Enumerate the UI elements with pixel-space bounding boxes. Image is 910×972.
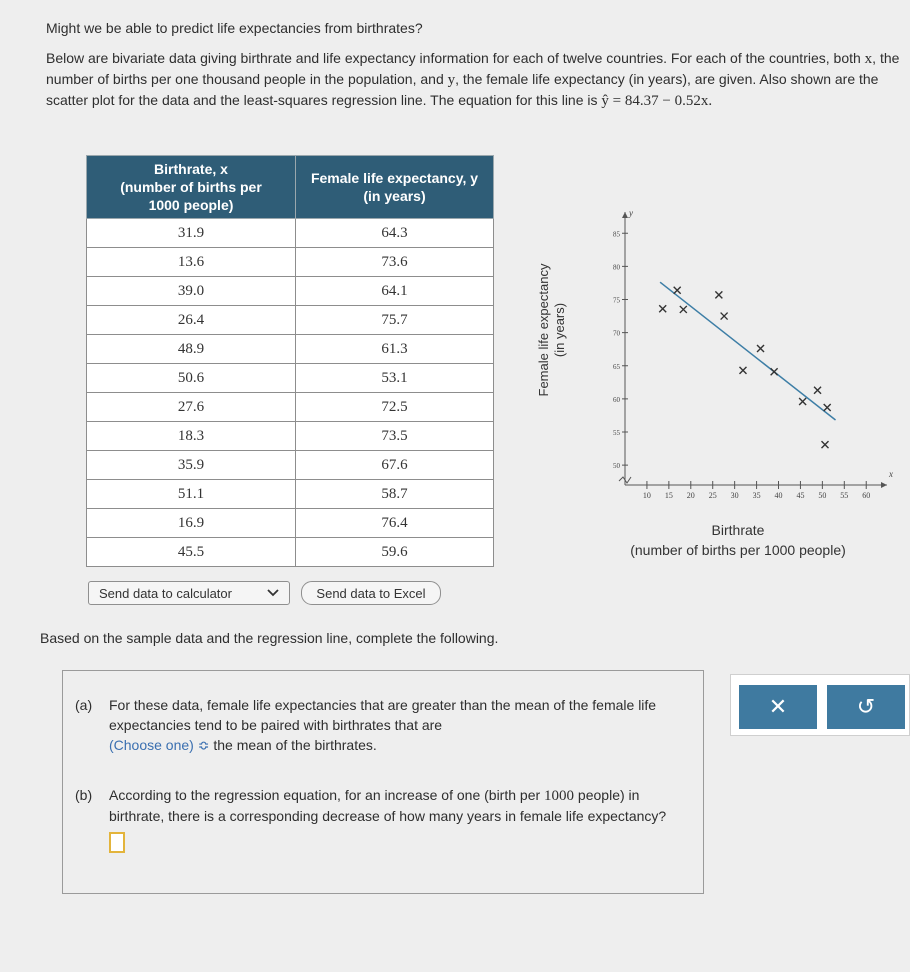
- table-row: [87, 248, 494, 277]
- y-tick-label: 65: [613, 362, 620, 371]
- data-point: [721, 313, 728, 320]
- data-point: [757, 345, 764, 352]
- y-tick-label: 75: [613, 296, 620, 305]
- col2-header-line1: Female life expectancy, y: [310, 170, 479, 186]
- y-axis-label-line1: Female life expectancy: [536, 263, 551, 397]
- birthrate-cell: 26.4: [87, 306, 296, 335]
- y-tick-label: 85: [613, 230, 620, 239]
- x-tick-label: 20: [686, 491, 695, 500]
- col1-header-line3: 1000 people): [148, 197, 234, 213]
- table-row: [87, 335, 494, 364]
- data-point: [680, 306, 687, 313]
- send-to-calculator-label: Send data to calculator: [99, 585, 232, 601]
- birthrate-cell: 18.3: [87, 422, 296, 451]
- y-axis-arrow: [622, 212, 628, 218]
- regression-line: [660, 282, 835, 420]
- data-point: [674, 287, 681, 294]
- x-tick-label: 25: [708, 491, 717, 500]
- question-intro: [46, 48, 906, 111]
- life-expectancy-cell: 72.5: [296, 393, 494, 422]
- col1-header-line2: (number of births per: [120, 179, 262, 195]
- col1-header-line1: Birthrate, x: [154, 161, 228, 177]
- data-point: [739, 367, 746, 374]
- part-a: [75, 695, 685, 755]
- question-title: Might we be able to predict life expectancies from birthrates?: [46, 20, 423, 36]
- undo-button[interactable]: [827, 685, 905, 729]
- regression-equation: ŷ = 84.37 − 0.52x.: [601, 93, 713, 109]
- life-expectancy-cell: 53.1: [296, 364, 494, 393]
- data-point: [814, 387, 821, 394]
- x-tick-label: 10: [642, 491, 651, 500]
- close-icon: ✕: [768, 694, 788, 719]
- table-row: [87, 480, 494, 509]
- y-axis-label-line2: (in years): [552, 302, 567, 358]
- birthrate-cell: 27.6: [87, 393, 296, 422]
- life-expectancy-cell: 73.5: [296, 422, 494, 451]
- part-a-text-end: the mean of the birthrates.: [209, 737, 377, 753]
- life-expectancy-cell: 64.3: [296, 219, 494, 248]
- x-axis-label-line1: Birthrate: [711, 522, 765, 538]
- undo-icon: ↺: [856, 694, 876, 719]
- birthrate-cell: 39.0: [87, 277, 296, 306]
- part-b: [75, 785, 675, 858]
- birthrate-cell: 13.6: [87, 248, 296, 277]
- x-tick-label: 35: [752, 491, 761, 500]
- birthrate-cell: 45.5: [87, 538, 296, 567]
- x-tick-label: 50: [818, 491, 827, 500]
- y-tick-label: 70: [613, 329, 620, 338]
- life-expectancy-cell: 64.1: [296, 277, 494, 306]
- life-expectancy-cell: 73.6: [296, 248, 494, 277]
- table-row: [87, 219, 494, 248]
- action-panel: [730, 674, 910, 736]
- intro-text-2: , the number of births per one thousand people in the population, and: [46, 50, 900, 87]
- part-a-text: For these data, female life expectancies that are greater than the mean of the female life expectancies tend to be paired with birthrates that are: [109, 697, 657, 733]
- x-tick-label: 15: [664, 491, 673, 500]
- table-row: [87, 422, 494, 451]
- data-table: [86, 155, 494, 567]
- birthrate-cell: 50.6: [87, 364, 296, 393]
- table-row: [87, 393, 494, 422]
- data-point: [822, 441, 829, 448]
- life-expectancy-cell: 67.6: [296, 451, 494, 480]
- part-b-text: According to the regression equation, for an increase of one (birth per: [109, 787, 545, 803]
- table-header-row: [87, 156, 494, 219]
- birthrate-cell: 16.9: [87, 509, 296, 538]
- birthrate-cell: 51.1: [87, 480, 296, 509]
- choose-one-dropdown[interactable]: (Choose one) ≎: [109, 737, 210, 753]
- data-point: [659, 305, 666, 312]
- data-point: [771, 368, 778, 375]
- life-expectancy-cell: 76.4: [296, 509, 494, 538]
- table-row: [87, 509, 494, 538]
- x-variable: x: [864, 51, 873, 67]
- x-tick-label: 40: [774, 491, 783, 500]
- data-point: [824, 404, 831, 411]
- col-life-expectancy-header: [296, 156, 494, 219]
- send-to-calculator-button[interactable]: [88, 581, 290, 605]
- y-axis-letter: y: [629, 208, 633, 218]
- y-tick-label: 60: [613, 395, 620, 404]
- x-axis-letter: x: [889, 469, 893, 479]
- x-tick-label: 55: [840, 491, 849, 500]
- part-a-label: (a): [75, 697, 93, 713]
- y-variable: y: [447, 72, 456, 88]
- x-tick-label: 45: [796, 491, 805, 500]
- instruction-text: Based on the sample data and the regression line, complete the following.: [40, 630, 499, 646]
- birthrate-cell: 48.9: [87, 335, 296, 364]
- scatter-plot: [530, 200, 892, 500]
- y-tick-label: 50: [613, 462, 620, 471]
- x-axis-arrow: [881, 482, 887, 488]
- x-tick-label: 30: [730, 491, 739, 500]
- life-expectancy-cell: 61.3: [296, 335, 494, 364]
- data-point: [715, 291, 722, 298]
- life-expectancy-cell: 75.7: [296, 306, 494, 335]
- send-to-excel-button[interactable]: Send data to Excel: [301, 581, 441, 605]
- birthrate-cell: 35.9: [87, 451, 296, 480]
- table-row: [87, 451, 494, 480]
- intro-text-3: , the female life expectancy (in years), are given. Also shown are the scatter plot for the data and the least-squares regression line. The equation for this line is: [46, 71, 879, 108]
- table-row: [87, 364, 494, 393]
- chevron-down-icon: [267, 586, 279, 600]
- col-birthrate-header: [87, 156, 296, 219]
- life-expectancy-cell: 59.6: [296, 538, 494, 567]
- x-axis-label-line2: (number of births per 1000 people): [630, 542, 846, 558]
- birthrate-cell: 31.9: [87, 219, 296, 248]
- intro-text-1: Below are bivariate data giving birthrate and life expectancy information for each of twelve countries. For each of the countries, both: [46, 50, 865, 66]
- col2-header-line2: (in years): [363, 188, 426, 204]
- part-b-text-end: people) in birthrate, there is a corresponding decrease of how many years in female life expectancy?: [109, 787, 667, 824]
- answer-area: [62, 670, 704, 894]
- part-b-number: 1000: [544, 788, 575, 804]
- clear-button[interactable]: [739, 685, 817, 729]
- answer-input[interactable]: [109, 832, 125, 853]
- data-point: [799, 398, 806, 405]
- life-expectancy-cell: 58.7: [296, 480, 494, 509]
- table-row: [87, 538, 494, 567]
- y-tick-label: 55: [613, 429, 620, 437]
- table-row: [87, 277, 494, 306]
- table-row: [87, 306, 494, 335]
- part-b-label: (b): [75, 787, 93, 803]
- y-tick-label: 80: [613, 263, 620, 272]
- x-tick-label: 60: [862, 491, 871, 500]
